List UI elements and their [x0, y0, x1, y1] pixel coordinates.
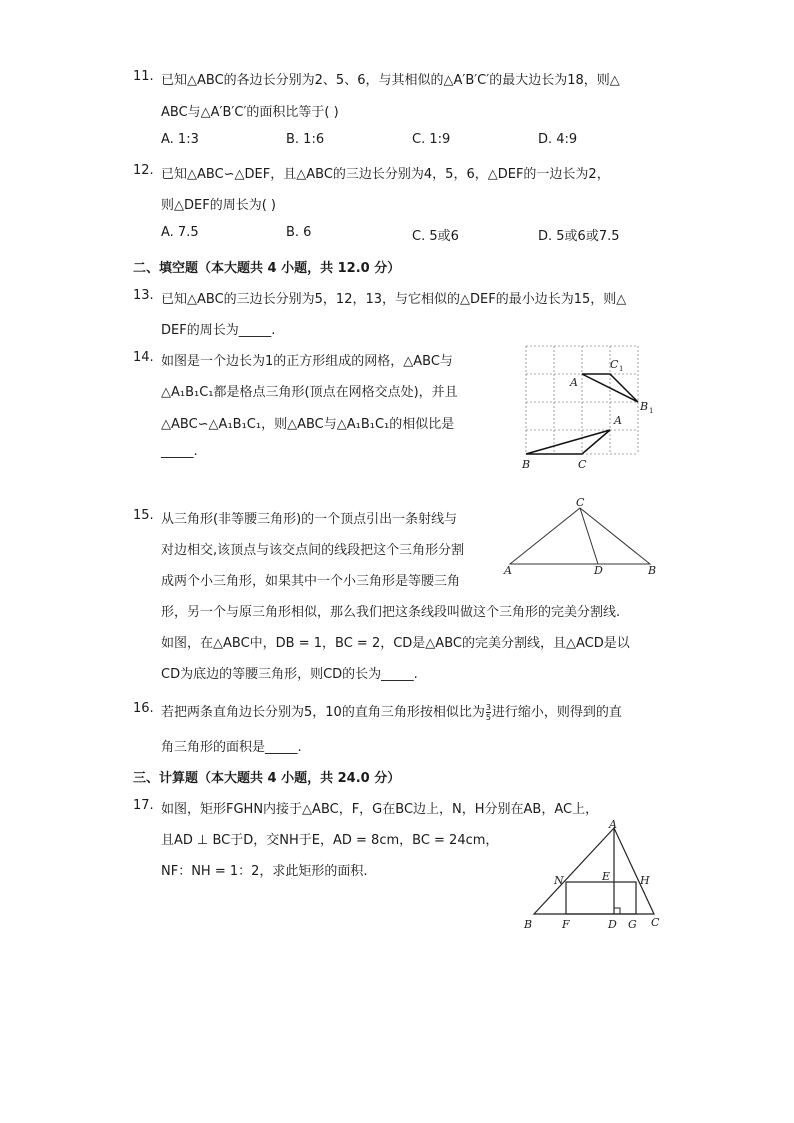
q16-number: 16.	[133, 701, 154, 716]
section-fill-in-title: 二、填空题（本大题共 4 小题，共 12.0 分）	[133, 261, 401, 276]
q15-label-b: B	[648, 564, 657, 577]
q16-stem-line1	[161, 701, 622, 722]
q13-stem-line1: 已知△ABC的三边长分别为5，12，13，与它相似的△DEF的最小边长为15，则△	[161, 292, 627, 307]
q15-number: 15.	[133, 508, 154, 523]
q17-label-e: E	[602, 870, 611, 883]
q16-stem-text-before-fraction: 若把两条直角边长分别为5，10的直角三角形按相似比为	[161, 705, 485, 720]
q17-number: 17.	[133, 798, 154, 813]
q14-stem-line2: △A₁B₁C₁都是格点三角形(顶点在网格交点处)，并且	[161, 385, 458, 400]
q15-triangle-figure	[500, 496, 662, 580]
q14-number: 14.	[133, 350, 154, 365]
q15-label-a: A	[504, 564, 512, 577]
q11-number: 11.	[133, 69, 154, 84]
q11-option-b: B. 1:6	[286, 132, 325, 147]
q11-stem-line2: ABC与△A′B′C′的面积比等于( )	[161, 105, 339, 120]
q15-triangle-abc	[510, 508, 650, 564]
q14-label-a1: A	[570, 376, 578, 389]
q14-label-a: A	[614, 414, 622, 427]
q14-grid-figure	[518, 342, 658, 474]
q16-fraction-denominator: 5	[485, 713, 491, 722]
q12-option-c: C. 5或6	[412, 229, 459, 244]
q17-label-b: B	[524, 918, 533, 931]
q11-option-d: D. 4:9	[538, 132, 578, 147]
q17-rectangle-fghn	[566, 882, 636, 914]
q17-stem-line1: 如图，矩形FGHN内接于△ABC，F，G在BC边上，N，H分别在AB，AC上，	[161, 802, 599, 817]
q17-label-f: F	[562, 918, 570, 931]
q16-stem-line2: 角三角形的面积是_____.	[161, 740, 302, 755]
q14-label-c1-subscript: 1	[619, 365, 624, 373]
q14-label-c: C	[578, 458, 587, 471]
q11-stem-line1: 已知△ABC的各边长分别为2、5、6，与其相似的△A′B′C′的最大边长为18，则△	[161, 73, 620, 88]
q11-option-a: A. 1:3	[161, 132, 199, 147]
q15-stem-line5: 如图，在△ABC中，DB = 1，BC = 2，CD是△ABC的完美分割线，且△ACD是以	[161, 636, 630, 651]
q11-option-c: C. 1:9	[412, 132, 451, 147]
q13-number: 13.	[133, 288, 154, 303]
q14-triangle-abc	[526, 430, 610, 454]
q17-triangle-rectangle-figure	[518, 818, 666, 934]
q12-stem-line1: 已知△ABC∽△DEF，且△ABC的三边长分别为4，5，6，△DEF的一边长为2，	[161, 167, 610, 182]
q14-label-c1: C	[610, 358, 619, 371]
q12-option-b: B. 6	[286, 225, 312, 240]
q17-label-d: D	[608, 918, 617, 931]
q15-label-d: D	[594, 564, 603, 577]
q15-stem-line4: 形，另一个与原三角形相似，那么我们把这条线段叫做这个三角形的完美分割线.	[161, 605, 621, 620]
q12-stem-line2: 则△DEF的周长为( )	[161, 198, 276, 213]
q14-label-b1-subscript: 1	[649, 407, 654, 415]
q12-number: 12.	[133, 163, 154, 178]
q17-stem-line2: 且AD ⊥ BC于D，交NH于E，AD = 8cm，BC = 24cm，	[161, 833, 499, 848]
q17-label-g: G	[628, 918, 637, 931]
q16-stem-text-after-fraction: 进行缩小，则得到的直	[491, 705, 622, 720]
q17-right-angle-mark	[614, 908, 620, 914]
q17-stem-line3: NF：NH = 1：2，求此矩形的面积.	[161, 864, 368, 879]
q16-fraction	[486, 703, 491, 722]
q13-stem-line2: DEF的周长为_____.	[161, 323, 276, 338]
section-calculation-title: 三、计算题（本大题共 4 小题，共 24.0 分）	[133, 771, 401, 786]
q14-stem-line3: △ABC∽△A₁B₁C₁，则△ABC与△A₁B₁C₁的相似比是	[161, 417, 455, 432]
q17-label-h: H	[640, 874, 650, 887]
q15-label-c: C	[576, 496, 585, 509]
q14-stem-line1: 如图是一个边长为1的正方形组成的网格，△ABC与	[161, 354, 453, 369]
q15-stem-line2: 对边相交,该顶点与该交点间的线段把这个三角形分割	[161, 543, 465, 558]
q17-label-n: N	[554, 874, 564, 887]
q16-fraction-numerator: 3	[485, 703, 491, 712]
q15-stem-line3: 成两个小三角形，如果其中一个小三角形是等腰三角	[161, 574, 461, 589]
q15-stem-line6: CD为底边的等腰三角形，则CD的长为_____.	[161, 667, 418, 682]
q14-stem-line4: _____.	[161, 444, 198, 459]
q12-option-a: A. 7.5	[161, 225, 199, 240]
q14-label-b: B	[522, 458, 531, 471]
q17-label-c: C	[651, 916, 660, 929]
q15-stem-line1: 从三角形(非等腰三角形)的一个顶点引出一条射线与	[161, 512, 458, 527]
q14-label-b1: B	[640, 400, 649, 413]
q12-option-d: D. 5或6或7.5	[538, 229, 620, 244]
q15-segment-cd	[580, 508, 598, 564]
q17-label-a: A	[609, 818, 617, 831]
